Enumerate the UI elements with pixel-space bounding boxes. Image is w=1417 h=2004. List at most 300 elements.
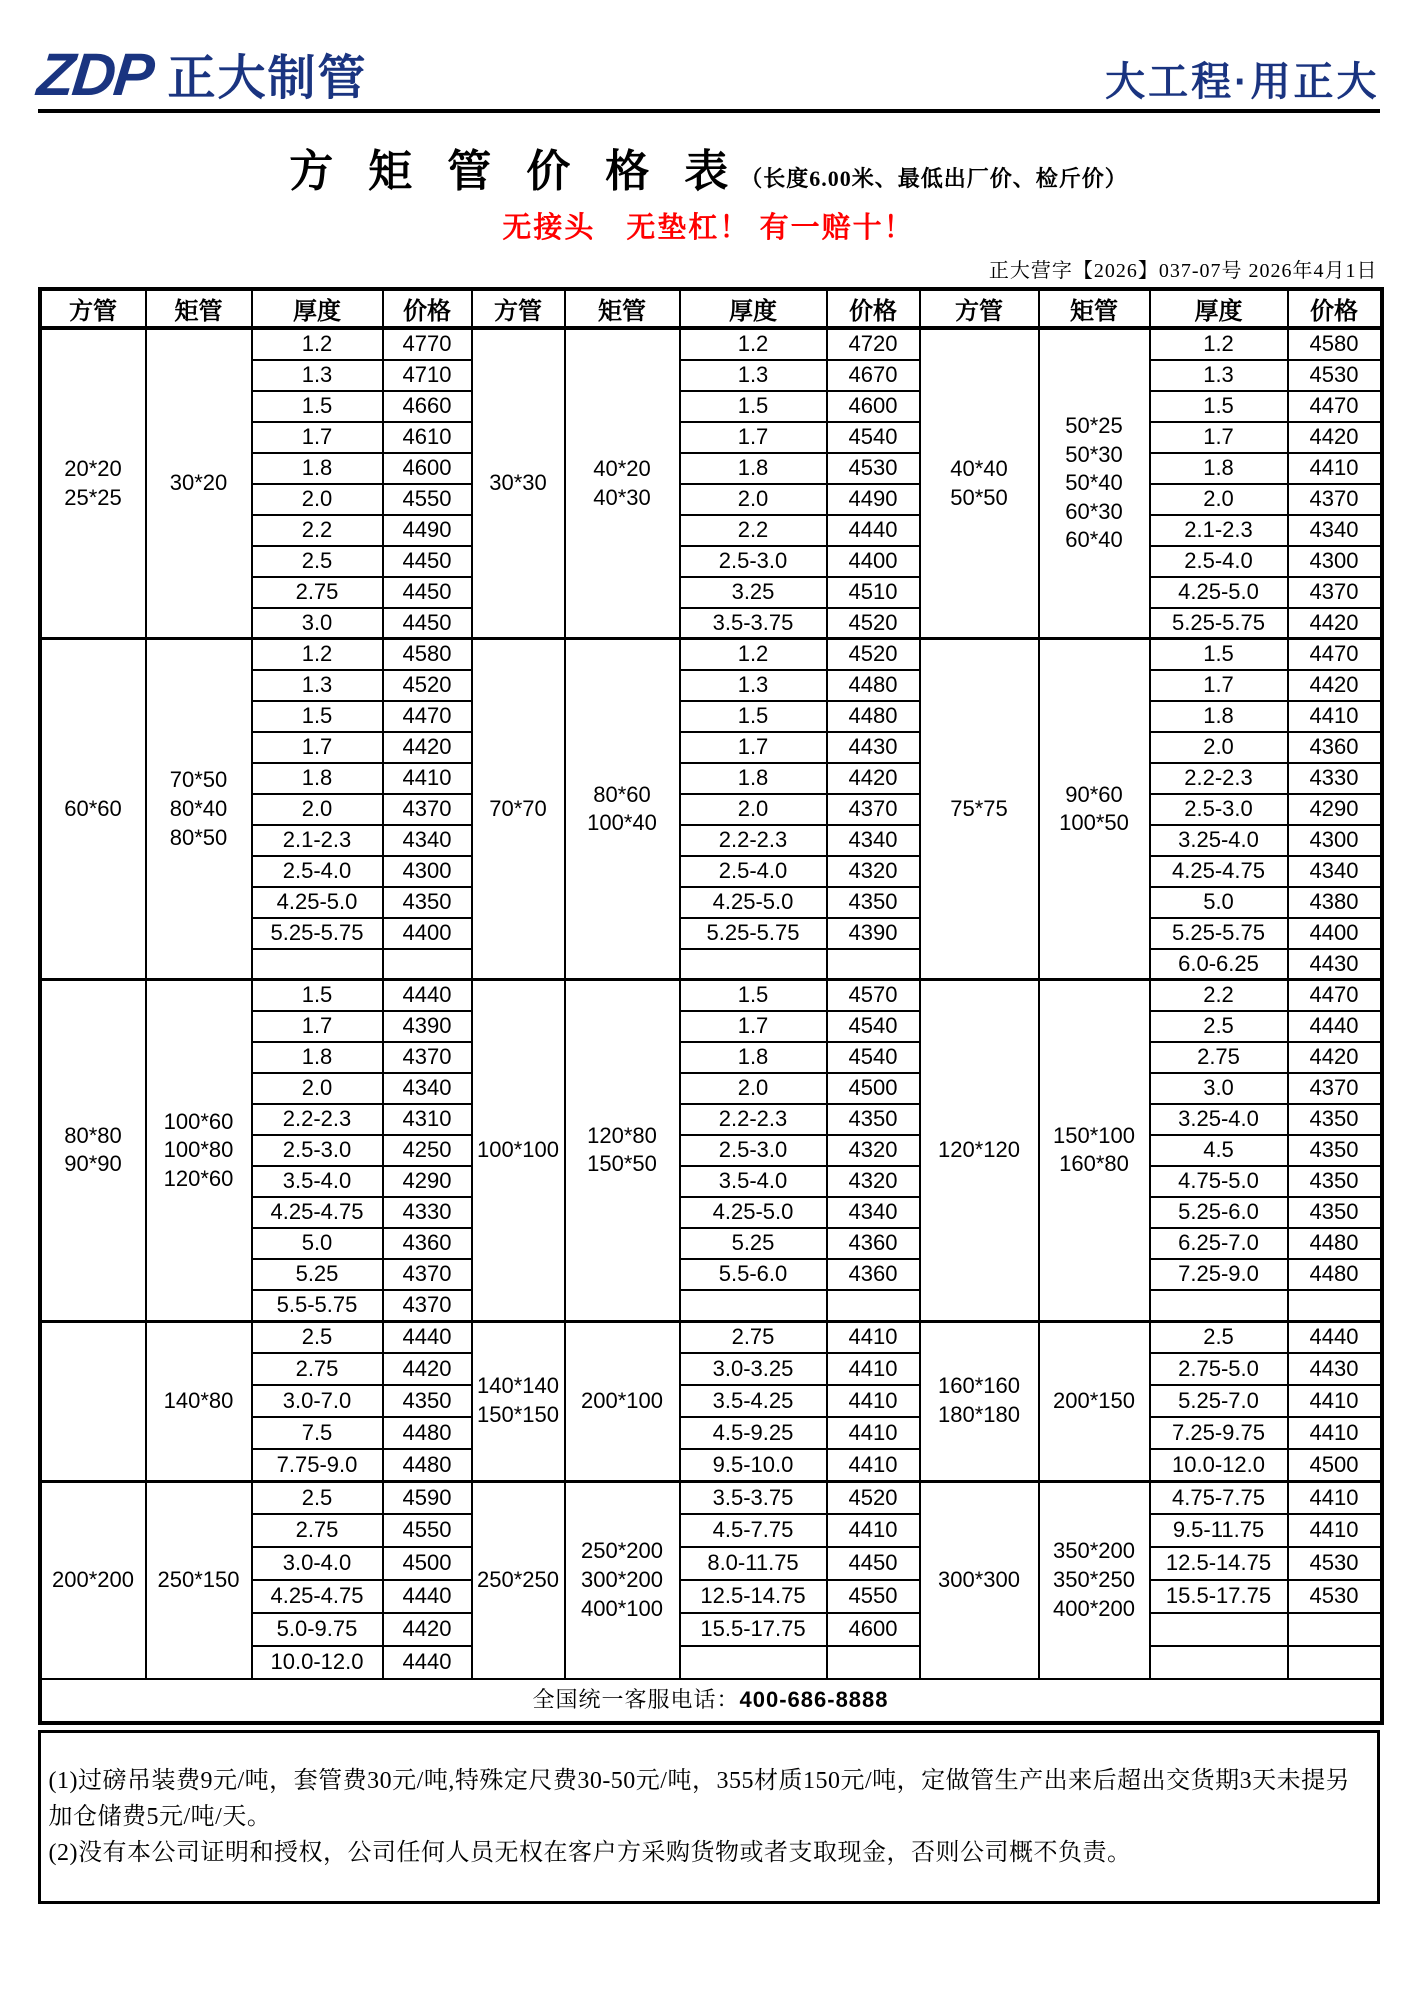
juguan-size-cell: 120*80 150*50 — [565, 980, 680, 1321]
price-cell: 4370 — [827, 794, 920, 825]
column-header: 厚度 — [680, 289, 827, 328]
thickness-cell: 4.5-9.25 — [680, 1417, 827, 1449]
price-cell: 4410 — [1288, 453, 1382, 484]
price-cell: 4500 — [827, 1073, 920, 1104]
price-cell: 4480 — [383, 1449, 472, 1481]
thickness-cell: 2.5-4.0 — [252, 856, 383, 887]
price-cell: 4570 — [827, 980, 920, 1011]
thickness-cell: 3.0-7.0 — [252, 1385, 383, 1417]
price-cell: 4600 — [827, 1613, 920, 1646]
thickness-cell: 1.3 — [252, 360, 383, 391]
thickness-cell: 2.0 — [252, 794, 383, 825]
column-header: 价格 — [1288, 289, 1382, 328]
price-cell: 4520 — [827, 1481, 920, 1514]
price-cell: 4550 — [827, 1580, 920, 1613]
price-cell: 4410 — [827, 1385, 920, 1417]
column-header: 方管 — [920, 289, 1039, 328]
thickness-cell: 2.2-2.3 — [680, 1104, 827, 1135]
thickness-cell: 1.2 — [252, 639, 383, 670]
thickness-cell: 1.5 — [252, 980, 383, 1011]
thickness-cell: 1.5 — [680, 701, 827, 732]
brand-logo — [33, 41, 368, 108]
price-cell: 4530 — [1288, 360, 1382, 391]
price-cell: 4440 — [383, 1321, 472, 1353]
thickness-cell: 2.5-4.0 — [680, 856, 827, 887]
thickness-cell — [1150, 1290, 1288, 1321]
price-cell: 4410 — [1288, 1481, 1382, 1514]
price-cell: 4350 — [827, 1104, 920, 1135]
thickness-cell: 2.0 — [680, 484, 827, 515]
price-cell: 4410 — [1288, 701, 1382, 732]
fangguan-size-cell: 300*300 — [920, 1481, 1039, 1679]
thickness-cell — [1150, 1646, 1288, 1679]
fangguan-size-cell: 60*60 — [40, 639, 146, 980]
price-cell: 4320 — [827, 1166, 920, 1197]
price-cell: 4440 — [1288, 1011, 1382, 1042]
thickness-cell: 2.75 — [1150, 1042, 1288, 1073]
thickness-cell: 4.25-5.0 — [680, 887, 827, 918]
price-cell: 4540 — [827, 422, 920, 453]
price-cell: 4670 — [827, 360, 920, 391]
price-cell: 4440 — [383, 980, 472, 1011]
price-cell: 4380 — [1288, 887, 1382, 918]
price-cell: 4340 — [1288, 515, 1382, 546]
thickness-cell: 1.5 — [680, 980, 827, 1011]
thickness-cell: 3.25-4.0 — [1150, 825, 1288, 856]
thickness-cell: 7.25-9.75 — [1150, 1417, 1288, 1449]
price-cell: 4350 — [1288, 1197, 1382, 1228]
thickness-cell: 5.25 — [680, 1228, 827, 1259]
price-cell: 4340 — [827, 825, 920, 856]
price-cell: 4420 — [1288, 608, 1382, 639]
thickness-cell: 2.5 — [252, 546, 383, 577]
price-cell: 4550 — [383, 1514, 472, 1547]
thickness-cell: 1.8 — [680, 453, 827, 484]
thickness-cell: 3.5-4.0 — [680, 1166, 827, 1197]
service-phone-row — [40, 1679, 1382, 1723]
juguan-size-cell: 100*60 100*80 120*60 — [146, 980, 252, 1321]
note-line-1: (1)过磅吊装费9元/吨，套管费30元/吨,特殊定尺费30-50元/吨，355材质150元/吨，定做管生产出来后超出交货期3天未提另加仓储费5元/吨/天。 — [48, 1768, 1351, 1831]
price-cell: 4580 — [1288, 328, 1382, 360]
price-cell: 4470 — [1288, 639, 1382, 670]
thickness-cell: 1.5 — [252, 391, 383, 422]
thickness-cell: 2.0 — [1150, 732, 1288, 763]
price-cell: 4370 — [383, 1290, 472, 1321]
price-cell: 4340 — [1288, 856, 1382, 887]
doc-number-line: 正大营字【2026】037-07号 2026年4月1日 — [988, 260, 1378, 282]
thickness-cell: 7.25-9.0 — [1150, 1259, 1288, 1290]
thickness-cell: 2.1-2.3 — [252, 825, 383, 856]
thickness-cell: 4.25-4.75 — [252, 1580, 383, 1613]
thickness-cell: 5.25-5.75 — [252, 918, 383, 949]
fangguan-size-cell: 80*80 90*90 — [40, 980, 146, 1321]
price-cell: 4470 — [383, 701, 472, 732]
thickness-cell: 1.5 — [680, 391, 827, 422]
thickness-cell: 3.0 — [1150, 1073, 1288, 1104]
thickness-cell: 1.7 — [680, 422, 827, 453]
thickness-cell: 2.0 — [252, 1073, 383, 1104]
price-cell — [1288, 1290, 1382, 1321]
price-cell: 4300 — [1288, 546, 1382, 577]
price-cell: 4370 — [1288, 484, 1382, 515]
thickness-cell: 1.3 — [680, 670, 827, 701]
thickness-cell: 3.5-4.0 — [252, 1166, 383, 1197]
thickness-cell: 1.2 — [252, 328, 383, 360]
thickness-cell: 9.5-11.75 — [1150, 1514, 1288, 1547]
price-cell: 4610 — [383, 422, 472, 453]
thickness-cell: 7.75-9.0 — [252, 1449, 383, 1481]
price-cell: 4410 — [1288, 1385, 1382, 1417]
table-row — [40, 1321, 1382, 1353]
juguan-size-cell: 250*200 300*200 400*100 — [565, 1481, 680, 1679]
price-cell: 4340 — [383, 1073, 472, 1104]
thickness-cell: 8.0-11.75 — [680, 1547, 827, 1580]
thickness-cell: 2.5-3.0 — [680, 546, 827, 577]
price-cell: 4370 — [1288, 577, 1382, 608]
column-header: 方管 — [472, 289, 565, 328]
thickness-cell: 2.5-3.0 — [252, 1135, 383, 1166]
price-cell: 4470 — [1288, 980, 1382, 1011]
table-row — [40, 1481, 1382, 1514]
thickness-cell: 1.7 — [1150, 670, 1288, 701]
juguan-size-cell: 250*150 — [146, 1481, 252, 1679]
price-cell: 4390 — [827, 918, 920, 949]
price-cell: 4720 — [827, 328, 920, 360]
thickness-cell — [680, 1646, 827, 1679]
thickness-cell: 3.5-3.75 — [680, 1481, 827, 1514]
thickness-cell: 5.25-5.75 — [680, 918, 827, 949]
fangguan-size-cell: 120*120 — [920, 980, 1039, 1321]
juguan-size-cell: 350*200 350*250 400*200 — [1039, 1481, 1150, 1679]
thickness-cell: 1.5 — [1150, 391, 1288, 422]
price-cell: 4350 — [383, 887, 472, 918]
thickness-cell: 1.3 — [1150, 360, 1288, 391]
thickness-cell: 5.0 — [1150, 887, 1288, 918]
thickness-cell: 1.5 — [252, 701, 383, 732]
thickness-cell: 2.2-2.3 — [252, 1104, 383, 1135]
thickness-cell: 1.2 — [1150, 328, 1288, 360]
price-cell: 4420 — [383, 1353, 472, 1385]
price-cell: 4660 — [383, 391, 472, 422]
column-header: 方管 — [40, 289, 146, 328]
thickness-cell: 1.7 — [252, 732, 383, 763]
thickness-cell: 4.25-5.0 — [680, 1197, 827, 1228]
thickness-cell: 2.5 — [1150, 1011, 1288, 1042]
juguan-size-cell: 40*20 40*30 — [565, 328, 680, 639]
thickness-cell: 3.5-3.75 — [680, 608, 827, 639]
price-cell: 4540 — [827, 1042, 920, 1073]
page-title: 方 矩 管 价 格 表 — [289, 147, 741, 196]
price-cell: 4410 — [827, 1353, 920, 1385]
thickness-cell: 2.2 — [680, 515, 827, 546]
thickness-cell: 5.25-7.0 — [1150, 1385, 1288, 1417]
juguan-size-cell: 90*60 100*50 — [1039, 639, 1150, 980]
service-phone-cell — [40, 1679, 1382, 1723]
thickness-cell: 2.75 — [252, 1353, 383, 1385]
thickness-cell: 10.0-12.0 — [252, 1646, 383, 1679]
price-cell: 4370 — [383, 1259, 472, 1290]
thickness-cell: 1.2 — [680, 328, 827, 360]
price-cell: 4310 — [383, 1104, 472, 1135]
fangguan-size-cell — [40, 1321, 146, 1481]
thickness-cell: 4.25-5.0 — [1150, 577, 1288, 608]
price-cell: 4530 — [1288, 1547, 1382, 1580]
price-cell — [383, 949, 472, 980]
thickness-cell: 2.5 — [252, 1481, 383, 1514]
page-title-subtitle: （长度6.00米、最低出厂价、检斤价） — [740, 166, 1128, 191]
thickness-cell: 1.7 — [252, 422, 383, 453]
price-cell: 4420 — [1288, 670, 1382, 701]
price-cell: 4420 — [827, 763, 920, 794]
price-cell: 4350 — [1288, 1166, 1382, 1197]
price-cell: 4250 — [383, 1135, 472, 1166]
thickness-cell: 1.7 — [680, 1011, 827, 1042]
thickness-cell: 3.5-4.25 — [680, 1385, 827, 1417]
price-cell: 4420 — [1288, 422, 1382, 453]
price-cell: 4390 — [383, 1011, 472, 1042]
service-phone-number: 400-686-8888 — [739, 1687, 889, 1713]
thickness-cell: 3.25-4.0 — [1150, 1104, 1288, 1135]
juguan-size-cell: 70*50 80*40 80*50 — [146, 639, 252, 980]
thickness-cell: 4.5 — [1150, 1135, 1288, 1166]
column-header: 矩管 — [146, 289, 252, 328]
thickness-cell: 2.75 — [252, 1514, 383, 1547]
price-cell — [827, 949, 920, 980]
thickness-cell: 9.5-10.0 — [680, 1449, 827, 1481]
thickness-cell: 2.75 — [252, 577, 383, 608]
price-cell: 4480 — [827, 701, 920, 732]
table-row — [40, 328, 1382, 360]
price-cell: 4500 — [1288, 1449, 1382, 1481]
price-cell: 4350 — [1288, 1104, 1382, 1135]
juguan-size-cell: 200*100 — [565, 1321, 680, 1481]
thickness-cell: 5.5-6.0 — [680, 1259, 827, 1290]
price-cell: 4350 — [383, 1385, 472, 1417]
price-cell: 4430 — [1288, 949, 1382, 980]
price-cell: 4480 — [1288, 1259, 1382, 1290]
price-cell: 4470 — [1288, 391, 1382, 422]
thickness-cell: 2.2 — [1150, 980, 1288, 1011]
thickness-cell: 4.75-7.75 — [1150, 1481, 1288, 1514]
thickness-cell — [680, 1290, 827, 1321]
price-cell: 4410 — [827, 1449, 920, 1481]
thickness-cell: 5.0 — [252, 1228, 383, 1259]
price-cell: 4600 — [827, 391, 920, 422]
table-header-row — [40, 289, 1382, 328]
column-header: 价格 — [383, 289, 472, 328]
thickness-cell: 5.25-6.0 — [1150, 1197, 1288, 1228]
page — [33, 0, 1380, 1904]
thickness-cell: 1.7 — [252, 1011, 383, 1042]
thickness-cell: 1.7 — [1150, 422, 1288, 453]
price-cell: 4370 — [1288, 1073, 1382, 1104]
thickness-cell: 1.8 — [680, 763, 827, 794]
price-cell: 4430 — [827, 732, 920, 763]
fangguan-size-cell: 250*250 — [472, 1481, 565, 1679]
price-cell: 4400 — [383, 918, 472, 949]
price-cell: 4420 — [1288, 1042, 1382, 1073]
thickness-cell: 5.5-5.75 — [252, 1290, 383, 1321]
price-cell — [1288, 1613, 1382, 1646]
thickness-cell: 1.8 — [252, 763, 383, 794]
thickness-cell: 2.0 — [1150, 484, 1288, 515]
note-line-2: (2)没有本公司证明和授权，公司任何人员无权在客户方采购货物或者支取现金，否则公司概不负责。 — [48, 1840, 1132, 1867]
price-cell: 4350 — [827, 887, 920, 918]
price-cell: 4520 — [827, 608, 920, 639]
price-cell: 4580 — [383, 639, 472, 670]
price-cell: 4400 — [827, 546, 920, 577]
thickness-cell: 3.0 — [252, 608, 383, 639]
juguan-size-cell: 140*80 — [146, 1321, 252, 1481]
thickness-cell: 5.0-9.75 — [252, 1613, 383, 1646]
price-cell: 4360 — [383, 1228, 472, 1259]
price-cell: 4450 — [383, 577, 472, 608]
fangguan-size-cell: 75*75 — [920, 639, 1039, 980]
masthead — [33, 41, 1380, 113]
fangguan-size-cell: 160*160 180*180 — [920, 1321, 1039, 1481]
price-cell: 4350 — [1288, 1135, 1382, 1166]
juguan-size-cell: 50*25 50*30 50*40 60*30 60*40 — [1039, 328, 1150, 639]
thickness-cell: 2.2 — [252, 515, 383, 546]
thickness-cell: 6.0-6.25 — [1150, 949, 1288, 980]
thickness-cell: 2.0 — [252, 484, 383, 515]
price-cell: 4340 — [827, 1197, 920, 1228]
thickness-cell: 5.25-5.75 — [1150, 608, 1288, 639]
price-cell: 4360 — [1288, 732, 1382, 763]
price-cell: 4590 — [383, 1481, 472, 1514]
price-cell: 4450 — [383, 608, 472, 639]
price-cell: 4410 — [1288, 1417, 1382, 1449]
price-cell: 4420 — [383, 1613, 472, 1646]
price-cell: 4490 — [383, 515, 472, 546]
thickness-cell: 6.25-7.0 — [1150, 1228, 1288, 1259]
price-cell: 4440 — [383, 1646, 472, 1679]
thickness-cell: 1.2 — [680, 639, 827, 670]
price-cell: 4410 — [1288, 1514, 1382, 1547]
price-cell: 4360 — [827, 1259, 920, 1290]
thickness-cell: 5.25-5.75 — [1150, 918, 1288, 949]
thickness-cell: 4.25-4.75 — [1150, 856, 1288, 887]
fangguan-size-cell: 200*200 — [40, 1481, 146, 1679]
thickness-cell: 1.8 — [252, 453, 383, 484]
notes-box — [38, 1730, 1380, 1904]
price-cell: 4600 — [383, 453, 472, 484]
thickness-cell: 1.8 — [1150, 701, 1288, 732]
column-header: 厚度 — [1150, 289, 1288, 328]
column-header: 价格 — [827, 289, 920, 328]
price-cell: 4410 — [827, 1514, 920, 1547]
thickness-cell: 2.0 — [680, 794, 827, 825]
fangguan-size-cell: 140*140 150*150 — [472, 1321, 565, 1481]
column-header: 矩管 — [1039, 289, 1150, 328]
column-header: 矩管 — [565, 289, 680, 328]
price-cell: 4520 — [383, 670, 472, 701]
thickness-cell: 2.0 — [680, 1073, 827, 1104]
thickness-cell: 1.3 — [252, 670, 383, 701]
thickness-cell: 3.0-4.0 — [252, 1547, 383, 1580]
price-cell: 4410 — [827, 1321, 920, 1353]
price-cell: 4300 — [383, 856, 472, 887]
promo-banner: 无接头 无垫杠！ 有一赔十！ — [502, 212, 915, 244]
price-cell: 4320 — [827, 1135, 920, 1166]
price-cell: 4530 — [1288, 1580, 1382, 1613]
thickness-cell: 1.8 — [680, 1042, 827, 1073]
thickness-cell: 2.75 — [680, 1321, 827, 1353]
price-cell: 4440 — [383, 1580, 472, 1613]
price-cell: 4710 — [383, 360, 472, 391]
thickness-cell: 3.25 — [680, 577, 827, 608]
service-phone-label: 全国统一客服电话： — [532, 1687, 740, 1713]
price-cell: 4400 — [1288, 918, 1382, 949]
thickness-cell: 1.5 — [1150, 639, 1288, 670]
thickness-cell: 1.8 — [252, 1042, 383, 1073]
fangguan-size-cell: 100*100 — [472, 980, 565, 1321]
price-cell — [827, 1290, 920, 1321]
price-cell: 4430 — [1288, 1353, 1382, 1385]
price-cell: 4510 — [827, 577, 920, 608]
price-cell: 4450 — [383, 546, 472, 577]
price-cell: 4370 — [383, 794, 472, 825]
thickness-cell: 2.5-3.0 — [680, 1135, 827, 1166]
juguan-size-cell: 80*60 100*40 — [565, 639, 680, 980]
price-cell: 4440 — [827, 515, 920, 546]
juguan-size-cell: 150*100 160*80 — [1039, 980, 1150, 1321]
column-header: 厚度 — [252, 289, 383, 328]
thickness-cell: 3.0-3.25 — [680, 1353, 827, 1385]
price-cell: 4480 — [383, 1417, 472, 1449]
zdp-logo-icon: ZDP — [33, 41, 156, 108]
thickness-cell: 2.5-3.0 — [1150, 794, 1288, 825]
thickness-cell: 15.5-17.75 — [1150, 1580, 1288, 1613]
price-cell: 4410 — [827, 1417, 920, 1449]
thickness-cell: 4.25-5.0 — [252, 887, 383, 918]
price-cell: 4490 — [827, 484, 920, 515]
price-cell: 4300 — [1288, 825, 1382, 856]
brand-slogan: 大工程·用正大 — [1105, 60, 1380, 104]
title-row — [38, 135, 1380, 199]
thickness-cell: 2.5 — [1150, 1321, 1288, 1353]
table-row — [40, 639, 1382, 670]
price-cell: 4770 — [383, 328, 472, 360]
fangguan-size-cell: 30*30 — [472, 328, 565, 639]
price-cell: 4540 — [827, 1011, 920, 1042]
thickness-cell: 4.75-5.0 — [1150, 1166, 1288, 1197]
thickness-cell: 12.5-14.75 — [1150, 1547, 1288, 1580]
price-cell: 4420 — [383, 732, 472, 763]
price-cell — [1288, 1646, 1382, 1679]
price-cell: 4550 — [383, 484, 472, 515]
juguan-size-cell: 200*150 — [1039, 1321, 1150, 1481]
price-table — [38, 287, 1384, 1725]
price-cell — [827, 1646, 920, 1679]
thickness-cell: 4.5-7.75 — [680, 1514, 827, 1547]
price-cell: 4370 — [383, 1042, 472, 1073]
thickness-cell: 12.5-14.75 — [680, 1580, 827, 1613]
thickness-cell: 5.25 — [252, 1259, 383, 1290]
thickness-cell: 4.25-4.75 — [252, 1197, 383, 1228]
thickness-cell: 15.5-17.75 — [680, 1613, 827, 1646]
thickness-cell: 2.2-2.3 — [1150, 763, 1288, 794]
thickness-cell: 2.5 — [252, 1321, 383, 1353]
thickness-cell — [1150, 1613, 1288, 1646]
price-cell: 4340 — [383, 825, 472, 856]
thickness-cell: 2.1-2.3 — [1150, 515, 1288, 546]
thickness-cell — [680, 949, 827, 980]
price-cell: 4330 — [1288, 763, 1382, 794]
price-cell: 4480 — [1288, 1228, 1382, 1259]
price-cell: 4480 — [827, 670, 920, 701]
fangguan-size-cell: 20*20 25*25 — [40, 328, 146, 639]
